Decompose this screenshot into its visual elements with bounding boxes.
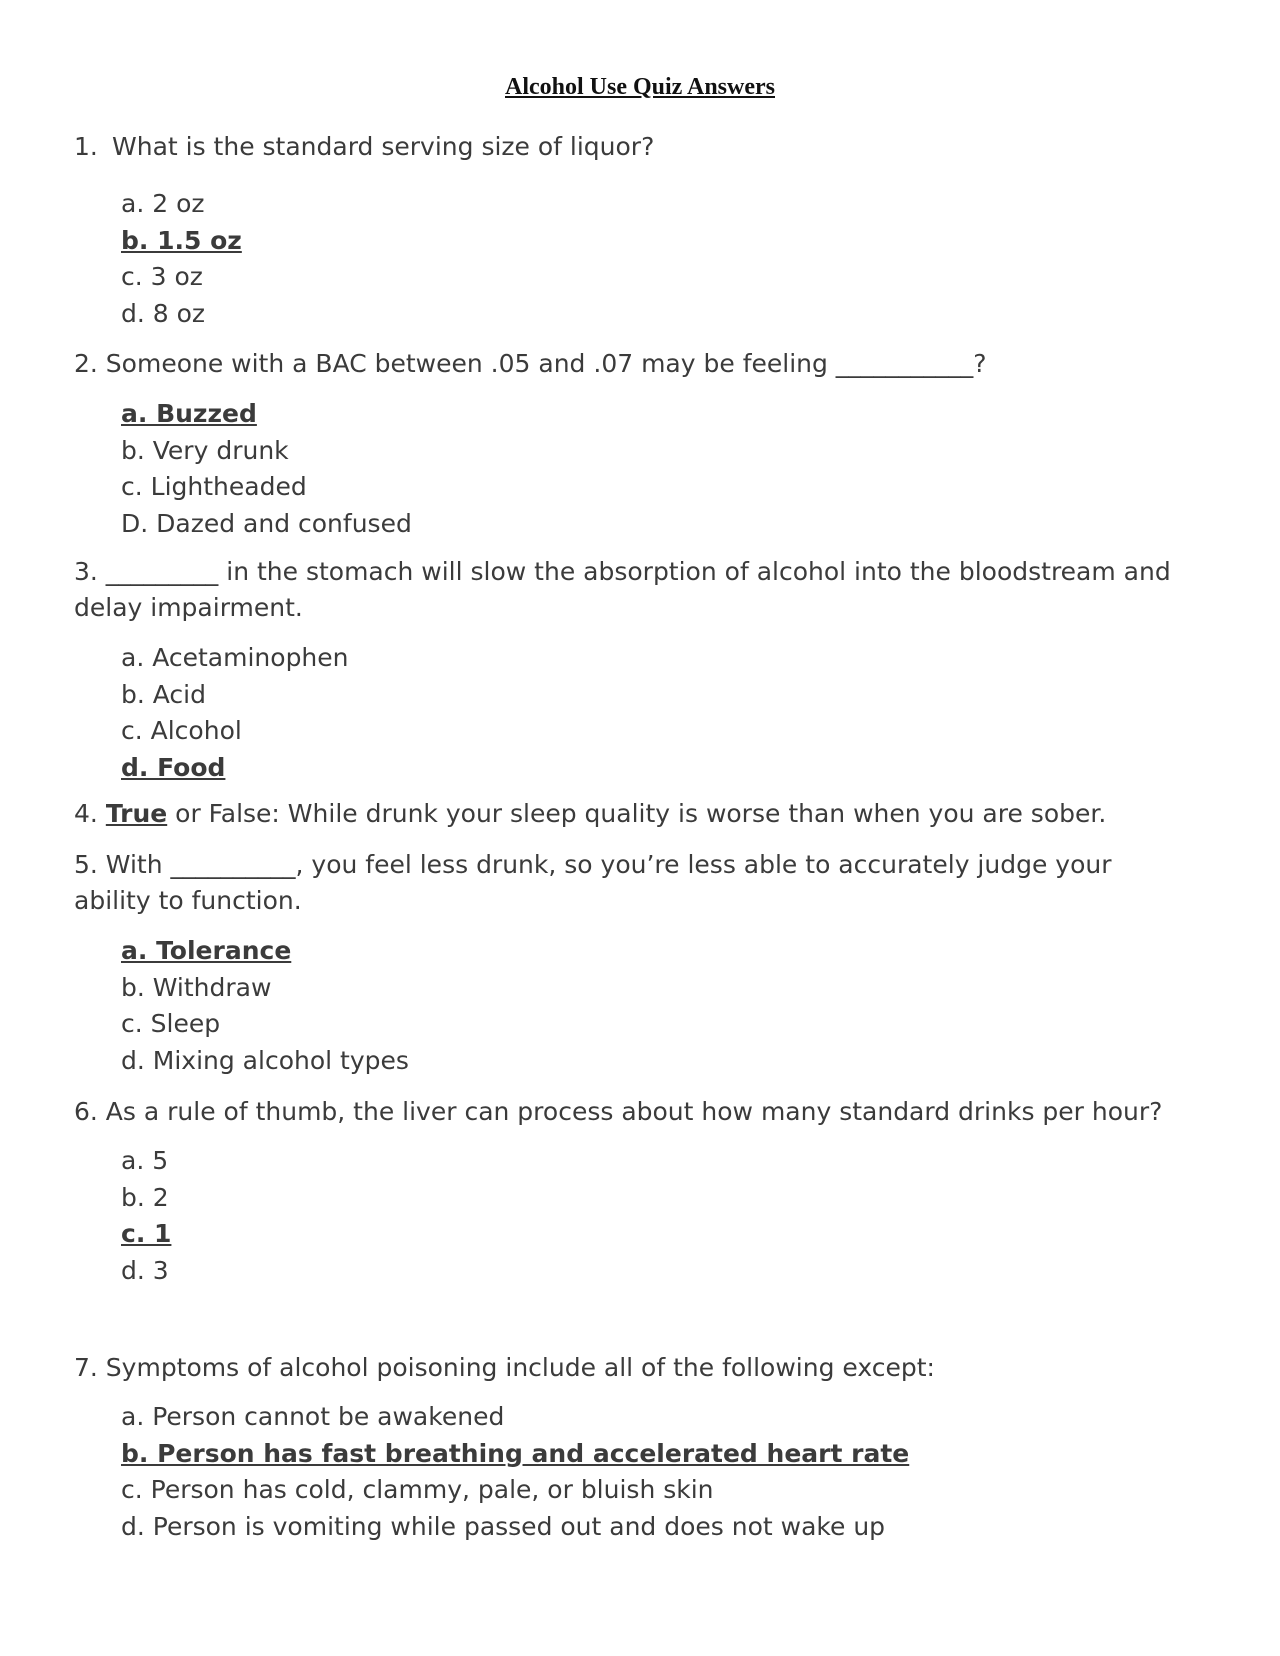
option-d: d. 8 oz: [121, 298, 206, 328]
option-c: c. Person has cold, clammy, pale, or bluish skin: [121, 1475, 714, 1505]
option-b-correct-answer: b. 1.5 oz: [121, 225, 242, 255]
question-6-options: [121, 1143, 171, 1289]
option-a: a. 2 oz: [121, 189, 205, 218]
question-1-options: [121, 186, 242, 332]
question-number: 1.: [74, 132, 98, 161]
question-5: 5. With __________, you feel less drunk, so you’re less able to accurately judge your ability to function.: [74, 850, 1112, 915]
option-a-correct-answer: a. Buzzed: [121, 399, 257, 428]
question-number: 4.: [74, 799, 98, 828]
question-1: [74, 129, 1194, 165]
option-b: b. Acid: [121, 679, 206, 709]
question-5-options: [121, 933, 409, 1079]
option-c: c. Lightheaded: [121, 472, 307, 502]
question-text: or False: While drunk your sleep quality is worse than when you are sober.: [175, 799, 1107, 828]
option-b: b. Withdraw: [121, 972, 272, 1002]
question-2-options: [121, 396, 412, 542]
option-a: a. Person cannot be awakened: [121, 1402, 505, 1431]
question-3: 3. _________ in the stomach will slow the absorption of alcohol into the bloodstream and delay impairment.: [74, 557, 1171, 622]
option-a-correct-answer: a. Tolerance: [121, 936, 292, 965]
option-d: d. Person is vomiting while passed out and does not wake up: [121, 1511, 886, 1541]
option-c: c. Alcohol: [121, 716, 242, 746]
question-7: 7. Symptoms of alcohol poisoning include all of the following except:: [74, 1353, 935, 1382]
option-b-correct-answer: b. Person has fast breathing and accelerated heart rate: [121, 1438, 910, 1468]
option-c-correct-answer: c. 1: [121, 1219, 172, 1249]
option-d: d. Mixing alcohol types: [121, 1045, 409, 1075]
option-d-correct-answer: d. Food: [121, 752, 226, 782]
question-7-options: [121, 1399, 909, 1545]
option-b: b. 2: [121, 1182, 169, 1212]
option-d: D. Dazed and confused: [121, 508, 412, 538]
option-d: d. 3: [121, 1255, 169, 1285]
true-correct-answer: True: [105, 799, 168, 828]
question-2: 2. Someone with a BAC between .05 and .07 may be feeling ___________?: [74, 349, 987, 378]
option-c: c. 3 oz: [121, 262, 203, 292]
page-title: Alcohol Use Quiz Answers: [505, 74, 775, 100]
option-a: a. Acetaminophen: [121, 643, 349, 672]
option-c: c. Sleep: [121, 1009, 221, 1039]
question-6: 6. As a rule of thumb, the liver can process about how many standard drinks per hour?: [74, 1097, 1163, 1126]
option-a: a. 5: [121, 1146, 169, 1175]
question-text: What is the standard serving size of liquor?: [112, 132, 655, 161]
question-3-options: [121, 640, 349, 786]
option-b: b. Very drunk: [121, 435, 289, 465]
question-4: [74, 796, 1194, 832]
